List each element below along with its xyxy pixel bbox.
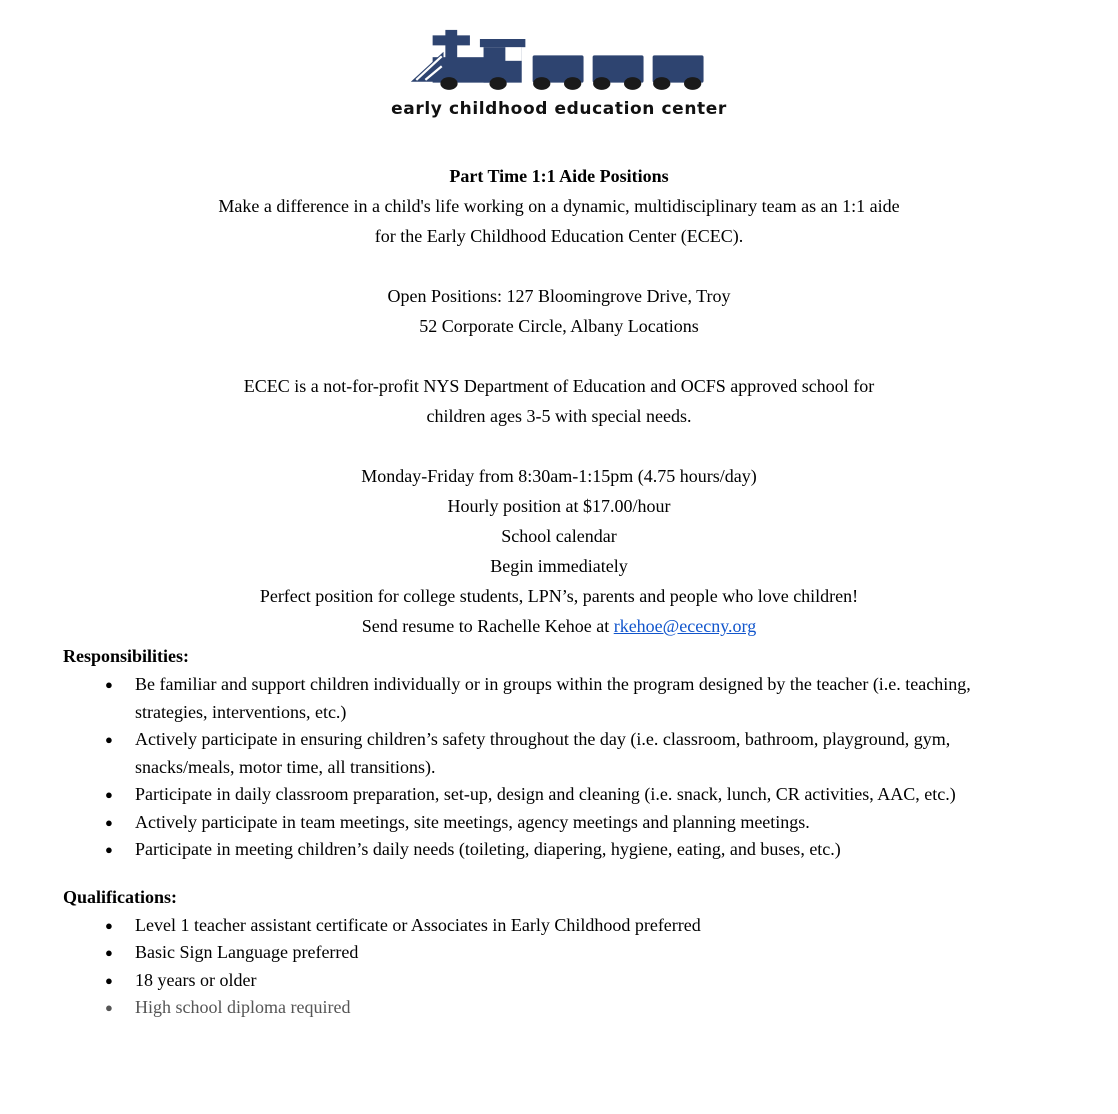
list-item: ● Basic Sign Language preferred (63, 939, 1003, 967)
email-link[interactable]: rkehoe@ececny.org (613, 616, 757, 636)
list-item: ● 18 years or older (63, 967, 1003, 995)
open-positions-line: Open Positions: 127 Bloomingrove Drive, Troy (387, 286, 731, 306)
calendar-line: School calendar (501, 526, 617, 546)
logo-caption: early childhood education center (391, 99, 727, 119)
list-item: ● Be familiar and support children individually or in groups within the program designed by the teacher (i.e. teaching, strategies, interventions, etc.) (63, 671, 1003, 726)
spacer (63, 341, 1055, 371)
about-line-2: children ages 3-5 with special needs. (426, 406, 692, 426)
intro-line-2: for the Early Childhood Education Center (ECEC). (374, 226, 744, 246)
list-item: ● Actively participate in team meetings, site meetings, agency meetings and planning meetings. (63, 809, 1003, 837)
qualifications-heading: Qualifications: (63, 886, 178, 907)
document-body (63, 161, 1055, 1022)
responsibilities-heading: Responsibilities: (63, 646, 190, 666)
spacer (63, 431, 1055, 461)
list-item: ● Participate in daily classroom preparation, set-up, design and cleaning (i.e. snack, lunch, CR activities, AAC, etc.) (63, 781, 1003, 809)
albany-location-line: 52 Corporate Circle, Albany Locations (419, 316, 699, 336)
list-item: ● Participate in meeting children’s daily needs (toileting, diapering, hygiene, eating, and buses, etc.) (63, 836, 1003, 864)
list-item: ● High school diploma required (63, 994, 1003, 1022)
qualifications-list (63, 912, 1003, 1022)
schedule-line: Monday-Friday from 8:30am-1:15pm (4.75 hours/day) (361, 466, 757, 486)
list-item: ● Actively participate in ensuring children’s safety throughout the day (i.e. classroom, bathroom, playground, gym, snacks/meals, motor time, all transitions). (63, 726, 1003, 781)
responsibilities-list (63, 671, 1003, 864)
list-item: ● Level 1 teacher assistant certificate or Associates in Early Childhood preferred (63, 912, 1003, 940)
about-line-1: ECEC is a not-for-profit NYS Department of Education and OCFS approved school for (243, 376, 875, 396)
pay-line: Hourly position at $17.00/hour (447, 496, 671, 516)
intro-line-1: Make a difference in a child's life working on a dynamic, multidisciplinary team as an 1:1 aide (218, 196, 900, 216)
audience-line: Perfect position for college students, LPN’s, parents and people who love children! (259, 586, 859, 606)
page-title: Part Time 1:1 Aide Positions (449, 166, 669, 186)
logo (0, 26, 1118, 119)
spacer (63, 251, 1055, 281)
start-line: Begin immediately (490, 556, 628, 576)
contact-prefix: Send resume to Rachelle Kehoe at (361, 616, 614, 636)
train-logo-icon (409, 26, 709, 92)
contact-line (63, 611, 1055, 641)
